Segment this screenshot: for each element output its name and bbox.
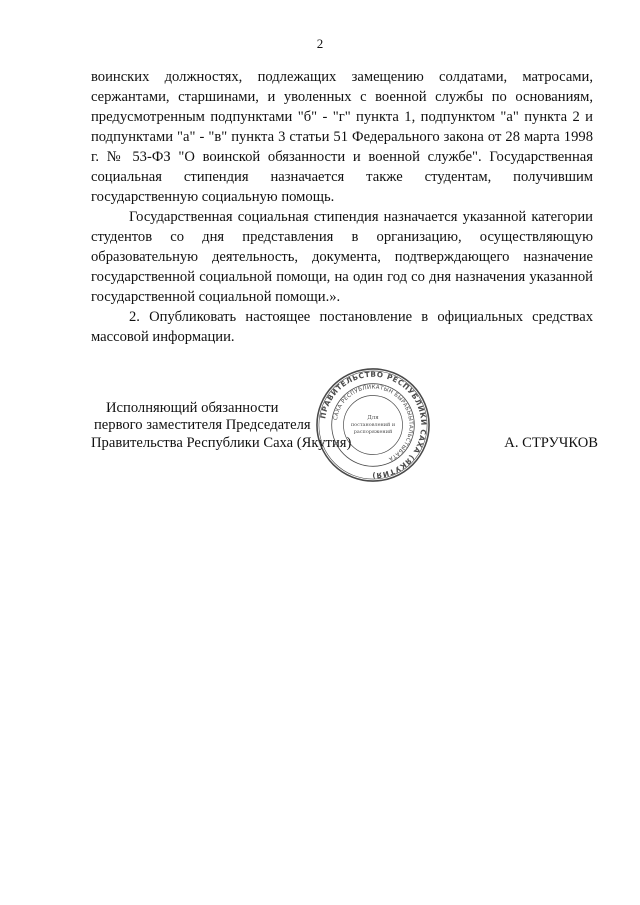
paragraph-publication: 2. Опубликовать настоящее постановление в официальных средствах массовой информации. <box>91 309 593 345</box>
seal-center-line-3: распоряжений <box>353 428 393 435</box>
signatory-name: А. СТРУЧКОВ <box>504 435 598 451</box>
seal-inner-text: САХА РЕСПУБЛИКАТЫН БЫРАБЫЫТАЛЬСТЫБАТА <box>332 384 414 462</box>
seal-outer-text: ПРАВИТЕЛЬСТВО РЕСПУБЛИКИ САХА (ЯКУТИЯ) <box>318 369 429 481</box>
signature-position-line-2: первого заместителя Председателя <box>94 417 311 433</box>
paragraph-stipend-assignment: Государственная социальная стипендия назначается указанной категории студентов со дня представления в организацию, осуществляющую образовательную деятельность, документа, подтверждающего назначение государственной социальной помощи, на один год со дня назначения указанной государственной социальной помощи.». <box>91 209 593 305</box>
seal-center-line-2: постановлений и <box>350 421 396 428</box>
document-body <box>91 67 593 347</box>
signature-position-line-1: Исполняющий обязанности <box>106 400 279 416</box>
paragraph-continuation: воинских должностях, подлежащих замещению солдатами, матросами, сержантами, старшинами, и уволенных с военной службы по основаниям, предусмотренным подпунктами "б" - "г" пункта 1, подпунктом "а" пункта 2 и подпунктами "а" - "в" пункта 3 статьи 51 Федерального закона от 28 марта 1998 г. № 53-ФЗ "О воинской обязанности и военной службе". Государственная социальная стипендия назначается также студентам, получившим государственную социальную помощь. <box>91 69 593 205</box>
page-number: 2 <box>316 36 324 51</box>
signature-position-line-3: Правительства Республики Саха (Якутия) <box>91 435 352 451</box>
seal-center-line-1: Для <box>367 415 379 422</box>
official-seal-stamp <box>314 366 432 484</box>
